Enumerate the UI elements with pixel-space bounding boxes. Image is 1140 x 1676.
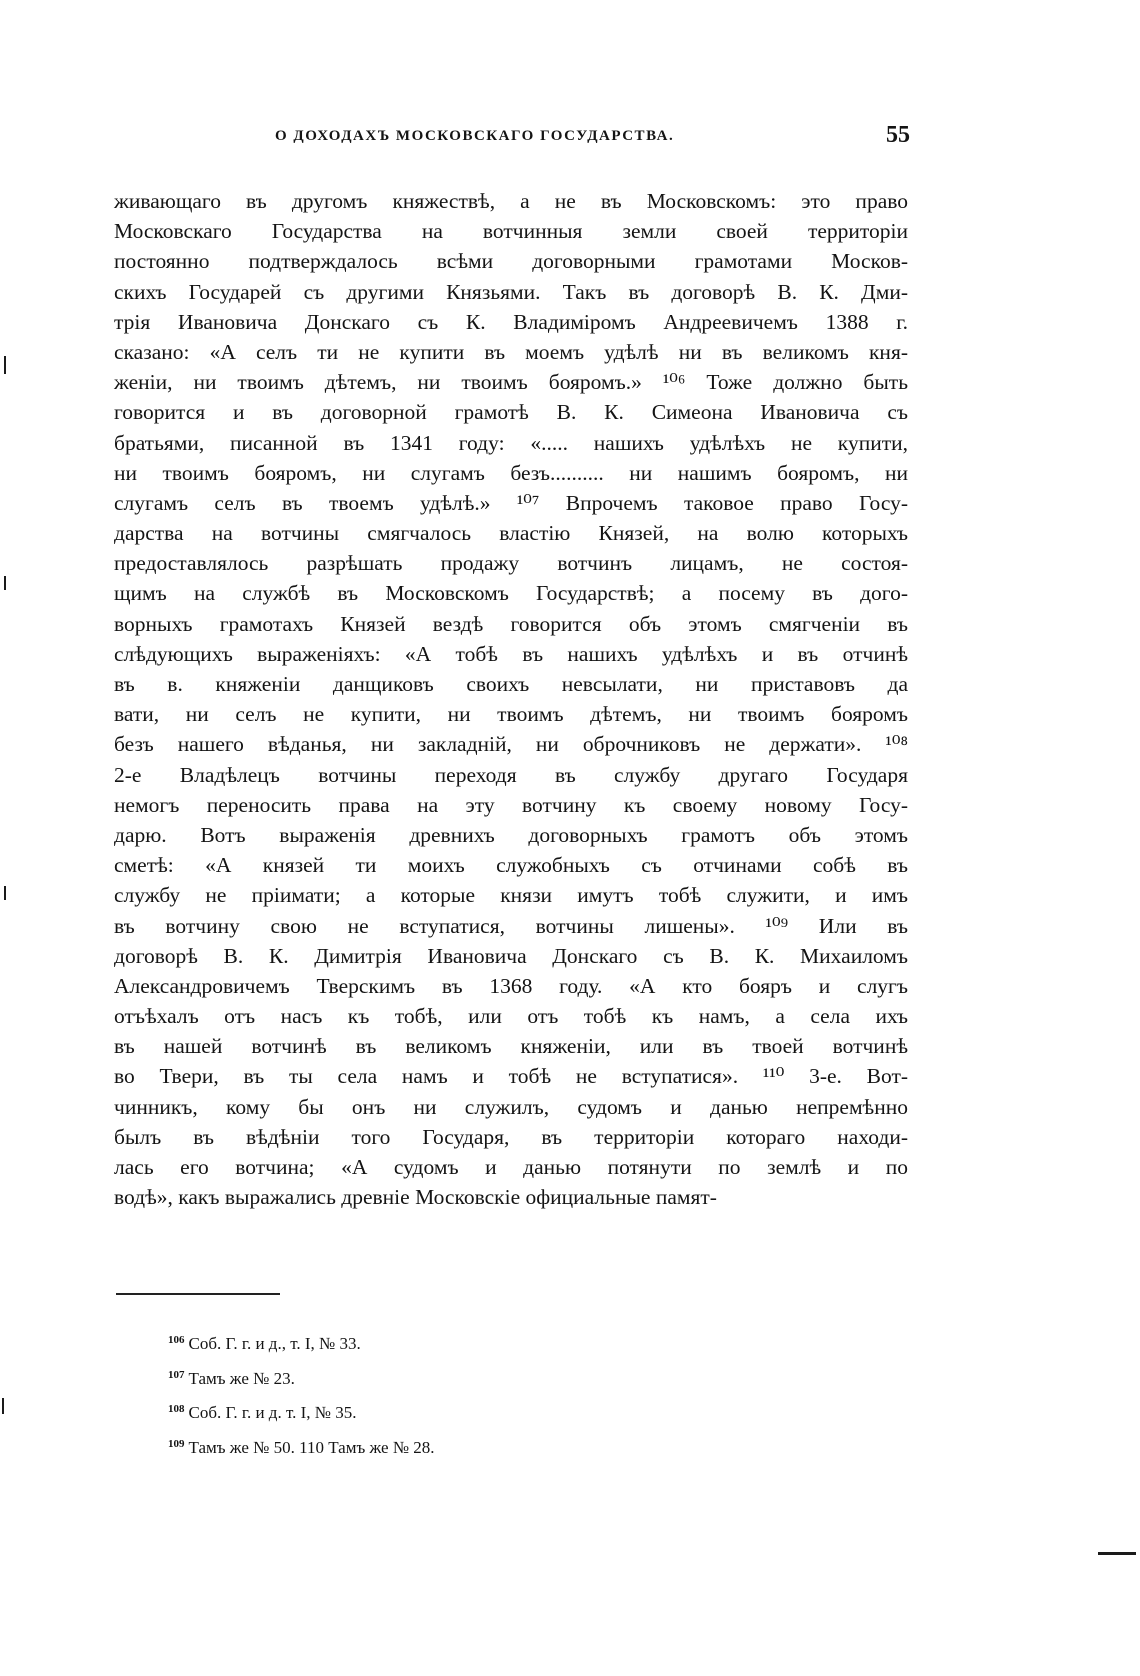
body-line: трія Ивановича Донскаго съ К. Владиміромъ Андреевичемъ 1388 г. (114, 309, 908, 334)
body-line: былъ въ вѣдѣніи того Государя, въ территоріи котораго находи- (114, 1124, 908, 1149)
footnote-mark: 108 (168, 1403, 185, 1415)
margin-mark (1098, 1552, 1136, 1555)
page-number: 55 (886, 122, 910, 148)
body-line: отъѣхалъ отъ насъ къ тобѣ, или отъ тобѣ къ намъ, а села ихъ (114, 1004, 908, 1029)
footnote-text: Соб. Г. г. и д., т. I, № 33. (188, 1334, 361, 1353)
body-line: лась его вотчина; «А судомъ и данью потянути по землѣ и по (114, 1155, 908, 1179)
body-line: чинникъ, кому бы онъ ни служилъ, судомъ и данью непремѣнно (114, 1094, 908, 1119)
footnote (168, 1429, 808, 1464)
body-line: предоставлялось разрѣшать продажу вотчинъ лицамъ, не состоя- (114, 551, 908, 576)
footnote (168, 1325, 808, 1360)
footnote-mark: 106 (168, 1334, 185, 1346)
body-line: живающаго въ другомъ княжествѣ, а не въ Московскомъ: это право (114, 189, 908, 213)
margin-mark (4, 886, 6, 900)
footnote-separator (116, 1293, 280, 1295)
body-line: въ нашей вотчинѣ въ великомъ княженіи, или въ твоей вотчинѣ (114, 1034, 908, 1059)
body-line: сметѣ: «А князей ти моихъ служобныхъ съ отчинами собѣ въ (114, 853, 908, 878)
body-line: въ вотчину свою не вступатися, вотчины лишены». ¹⁰⁹ Или въ (114, 913, 908, 938)
body-line: ворныхъ грамотахъ Князей вездѣ говорится объ этомъ смягченіи въ (114, 611, 908, 636)
body-line: дарства на вотчины смягчалось властію Князей, на волю которыхъ (114, 521, 908, 546)
footnotes (168, 1325, 808, 1463)
body-line: братьями, писанной въ 1341 году: «..... нашихъ удѣлѣхъ не купити, (114, 430, 908, 455)
running-header (110, 122, 910, 168)
body-line: безъ нашего вѣданья, ни закладній, ни оброчниковъ не держати». ¹⁰⁸ (114, 732, 908, 757)
body-line: вати, ни селъ не купити, ни твоимъ дѣтемъ, ни твоимъ бояромъ (114, 702, 908, 727)
body-line: службу не пріимати; а которые князи имутъ тобѣ служити, и имъ (114, 883, 908, 908)
running-title: О ДОХОДАХЪ МОСКОВСКАГО ГОСУДАРСТВА. (275, 128, 675, 144)
body-line: Московскаго Государства на вотчинныя земли своей территоріи (114, 219, 908, 244)
body-line: во Твери, въ ты села намъ и тобѣ не вступатися». ¹¹⁰ 3-е. Вот- (114, 1064, 908, 1089)
body-line: 2-е Владѣлецъ вотчины переходя въ службу другаго Государя (114, 762, 908, 787)
body-line: договорѣ В. К. Димитрія Ивановича Донскаго съ В. К. Михаиломъ (114, 943, 908, 968)
margin-mark (4, 576, 6, 590)
body-line: слѣдующихъ выраженіяхъ: «А тобѣ въ нашихъ удѣлѣхъ и въ отчинѣ (114, 641, 908, 666)
body-line: ни твоимъ бояромъ, ни слугамъ безъ.......... ни нашимъ бояромъ, ни (114, 460, 908, 485)
footnote-text: Соб. Г. г. и д. т. I, № 35. (188, 1403, 357, 1422)
body-line: говорится и въ договорной грамотѣ В. К. Симеона Ивановича съ (114, 400, 908, 425)
body-line: дарю. Вотъ выраженія древнихъ договорныхъ грамотъ объ этомъ (114, 822, 908, 847)
body-line: Александровичемъ Тверскимъ въ 1368 году. «А кто бояръ и слугъ (114, 973, 908, 998)
body-text (114, 186, 908, 1212)
footnote-text: Тамъ же № 50. 110 Тамъ же № 28. (188, 1437, 435, 1457)
body-line: постоянно подтверждалось всѣми договорными грамотами Москов- (114, 249, 908, 274)
body-line: женіи, ни твоимъ дѣтемъ, ни твоимъ бояромъ.» ¹⁰⁶ Тоже должно быть (114, 370, 908, 395)
body-line: водѣ», какъ выражались древніе Московскіе официальные памят- (114, 1185, 717, 1210)
body-line: слугамъ селъ въ твоемъ удѣлѣ.» ¹⁰⁷ Впрочемъ таковое право Госу- (114, 490, 908, 515)
footnote-mark: 107 (168, 1368, 185, 1381)
margin-mark (4, 356, 6, 374)
body-line: немогъ переносить права на эту вотчину къ своему новому Госу- (114, 792, 908, 817)
footnote-mark: 109 (168, 1437, 185, 1450)
footnote (168, 1394, 808, 1429)
body-line: скихъ Государей съ другими Князьями. Такъ въ договорѣ В. К. Дми- (114, 279, 908, 304)
footnote (168, 1360, 808, 1395)
margin-mark (2, 1398, 4, 1414)
body-line: въ в. княженіи данщиковъ своихъ невсылати, ни приставовъ да (114, 672, 908, 696)
footnote-text: Тамъ же № 23. (188, 1368, 295, 1388)
body-line: щимъ на службѣ въ Московскомъ Государствѣ; а посему въ дого- (114, 581, 908, 606)
body-line: сказано: «А селъ ти не купити въ моемъ удѣлѣ ни въ великомъ кня- (114, 339, 908, 364)
